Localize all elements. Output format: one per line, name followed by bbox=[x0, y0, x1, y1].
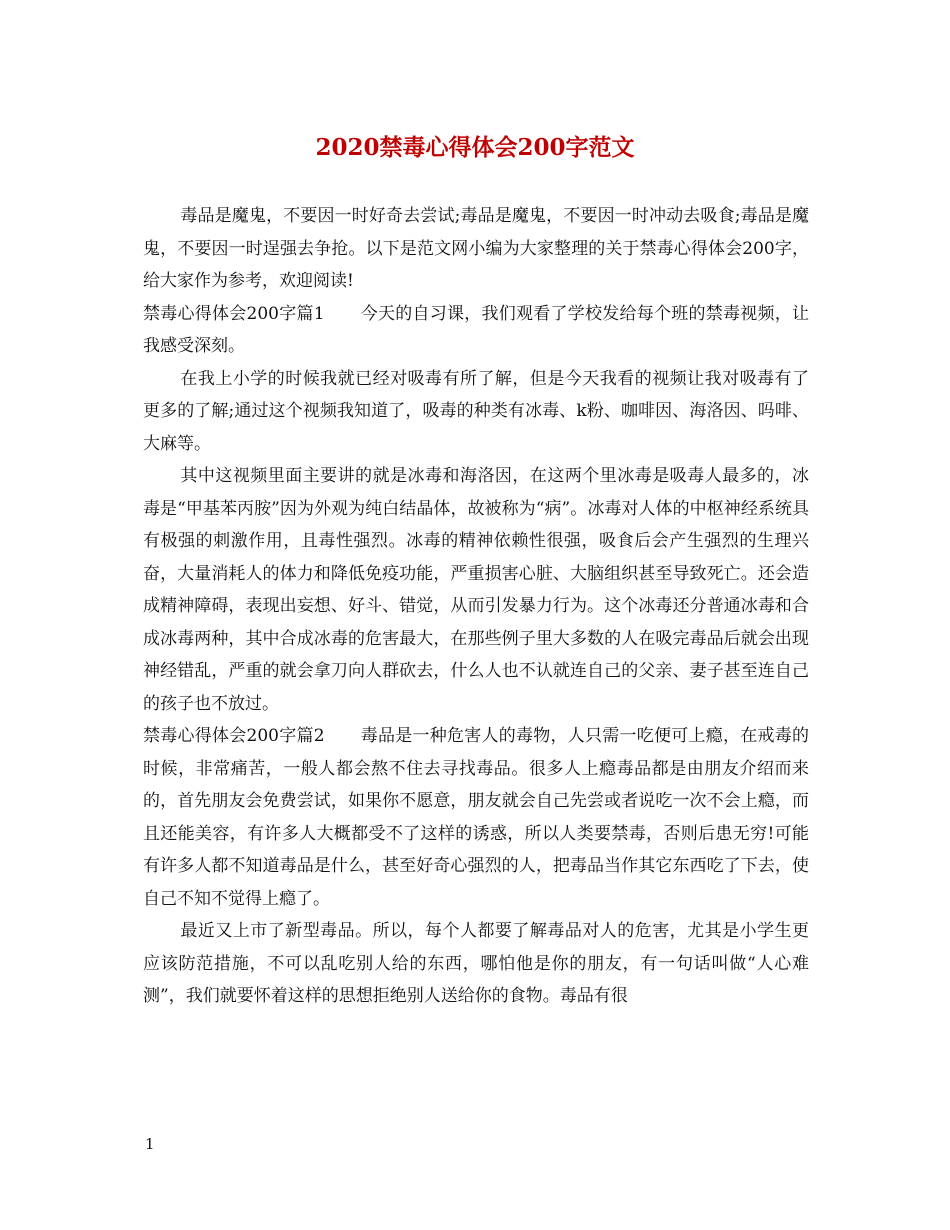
body-paragraph: 其中这视频里面主要讲的就是冰毒和海洛因，在这两个里冰毒是吸毒人最多的，冰毒是“甲基苯丙胺”因为外观为纯白结晶体，故被称为“病”。冰毒对人体的中枢神经系统具有极强的刺激作用，且毒性强烈。冰毒的精神依赖性很强，吸食后会产生强烈的生理兴奋，大量消耗人的体力和降低免疫功能，严重损害心脏、大脑组织甚至导致死亡。还会造成精神障碍，表现出妄想、好斗、错觉，从而引发暴力行为。这个冰毒还分普通冰毒和合成冰毒两种，其中合成冰毒的危害最大，在那些例子里大多数的人在吸完毒品后就会出现神经错乱，严重的就会拿刀向人群砍去，什么人也不认就连自己的父亲、妻子甚至连自己的孩子也不放过。 bbox=[143, 466, 809, 714]
intro-paragraph: 毒品是魔鬼，不要因一时好奇去尝试;毒品是魔鬼，不要因一时冲动去吸食;毒品是魔鬼，不要因一时逞强去争抢。以下是范文网小编为大家整理的关于禁毒心得体会200字，给大家作为参考，欢迎阅读! bbox=[143, 206, 809, 291]
section-2-paragraph bbox=[143, 720, 809, 915]
document-body bbox=[143, 200, 809, 1013]
document-title: 2020禁毒心得体会200字范文 bbox=[315, 134, 635, 161]
section-2-heading: 禁毒心得体会200字篇2 bbox=[143, 726, 325, 746]
section-1-heading: 禁毒心得体会200字篇1 bbox=[143, 303, 325, 324]
section-1-paragraph bbox=[143, 298, 809, 363]
section-1-text: 今天的自习课，我们观看了学校发给每个班的禁毒视频，让我感受深刻。 bbox=[143, 303, 810, 356]
section-2-text: 毒品是一种危害人的毒物，人只需一吃便可上瘾，在戒毒的时候，非常痛苦，一般人都会熬不住去寻找毒品。很多人上瘾毒品都是由朋友介绍而来的，首先朋友会免费尝试，如果你不愿意，朋友就会自己先尝或者说吃一次不会上瘾，而且还能美容，有许多人大概都受不了这样的诱惑，所以人类要禁毒，否则后患无穷!可能有许多人都不知道毒品是什么，甚至好奇心强烈的人，把毒品当作其它东西吃了下去，使自己不知不觉得上瘾了。 bbox=[143, 726, 810, 909]
page-number: 1 bbox=[145, 1135, 155, 1153]
body-paragraph: 在我上小学的时候我就已经对吸毒有所了解，但是今天我看的视频让我对吸毒有了更多的了解;通过这个视频我知道了，吸毒的种类有冰毒、k粉、咖啡因、海洛因、吗啡、大麻等。 bbox=[143, 368, 809, 454]
body-paragraph: 最近又上市了新型毒品。所以，每个人都要了解毒品对人的危害，尤其是小学生更应该防范措施，不可以乱吃别人给的东西，哪怕他是你的朋友，有一句话叫做“人心难测”，我们就要怀着这样的思想拒绝别人送给你的食物。毒品有很 bbox=[143, 921, 809, 1006]
